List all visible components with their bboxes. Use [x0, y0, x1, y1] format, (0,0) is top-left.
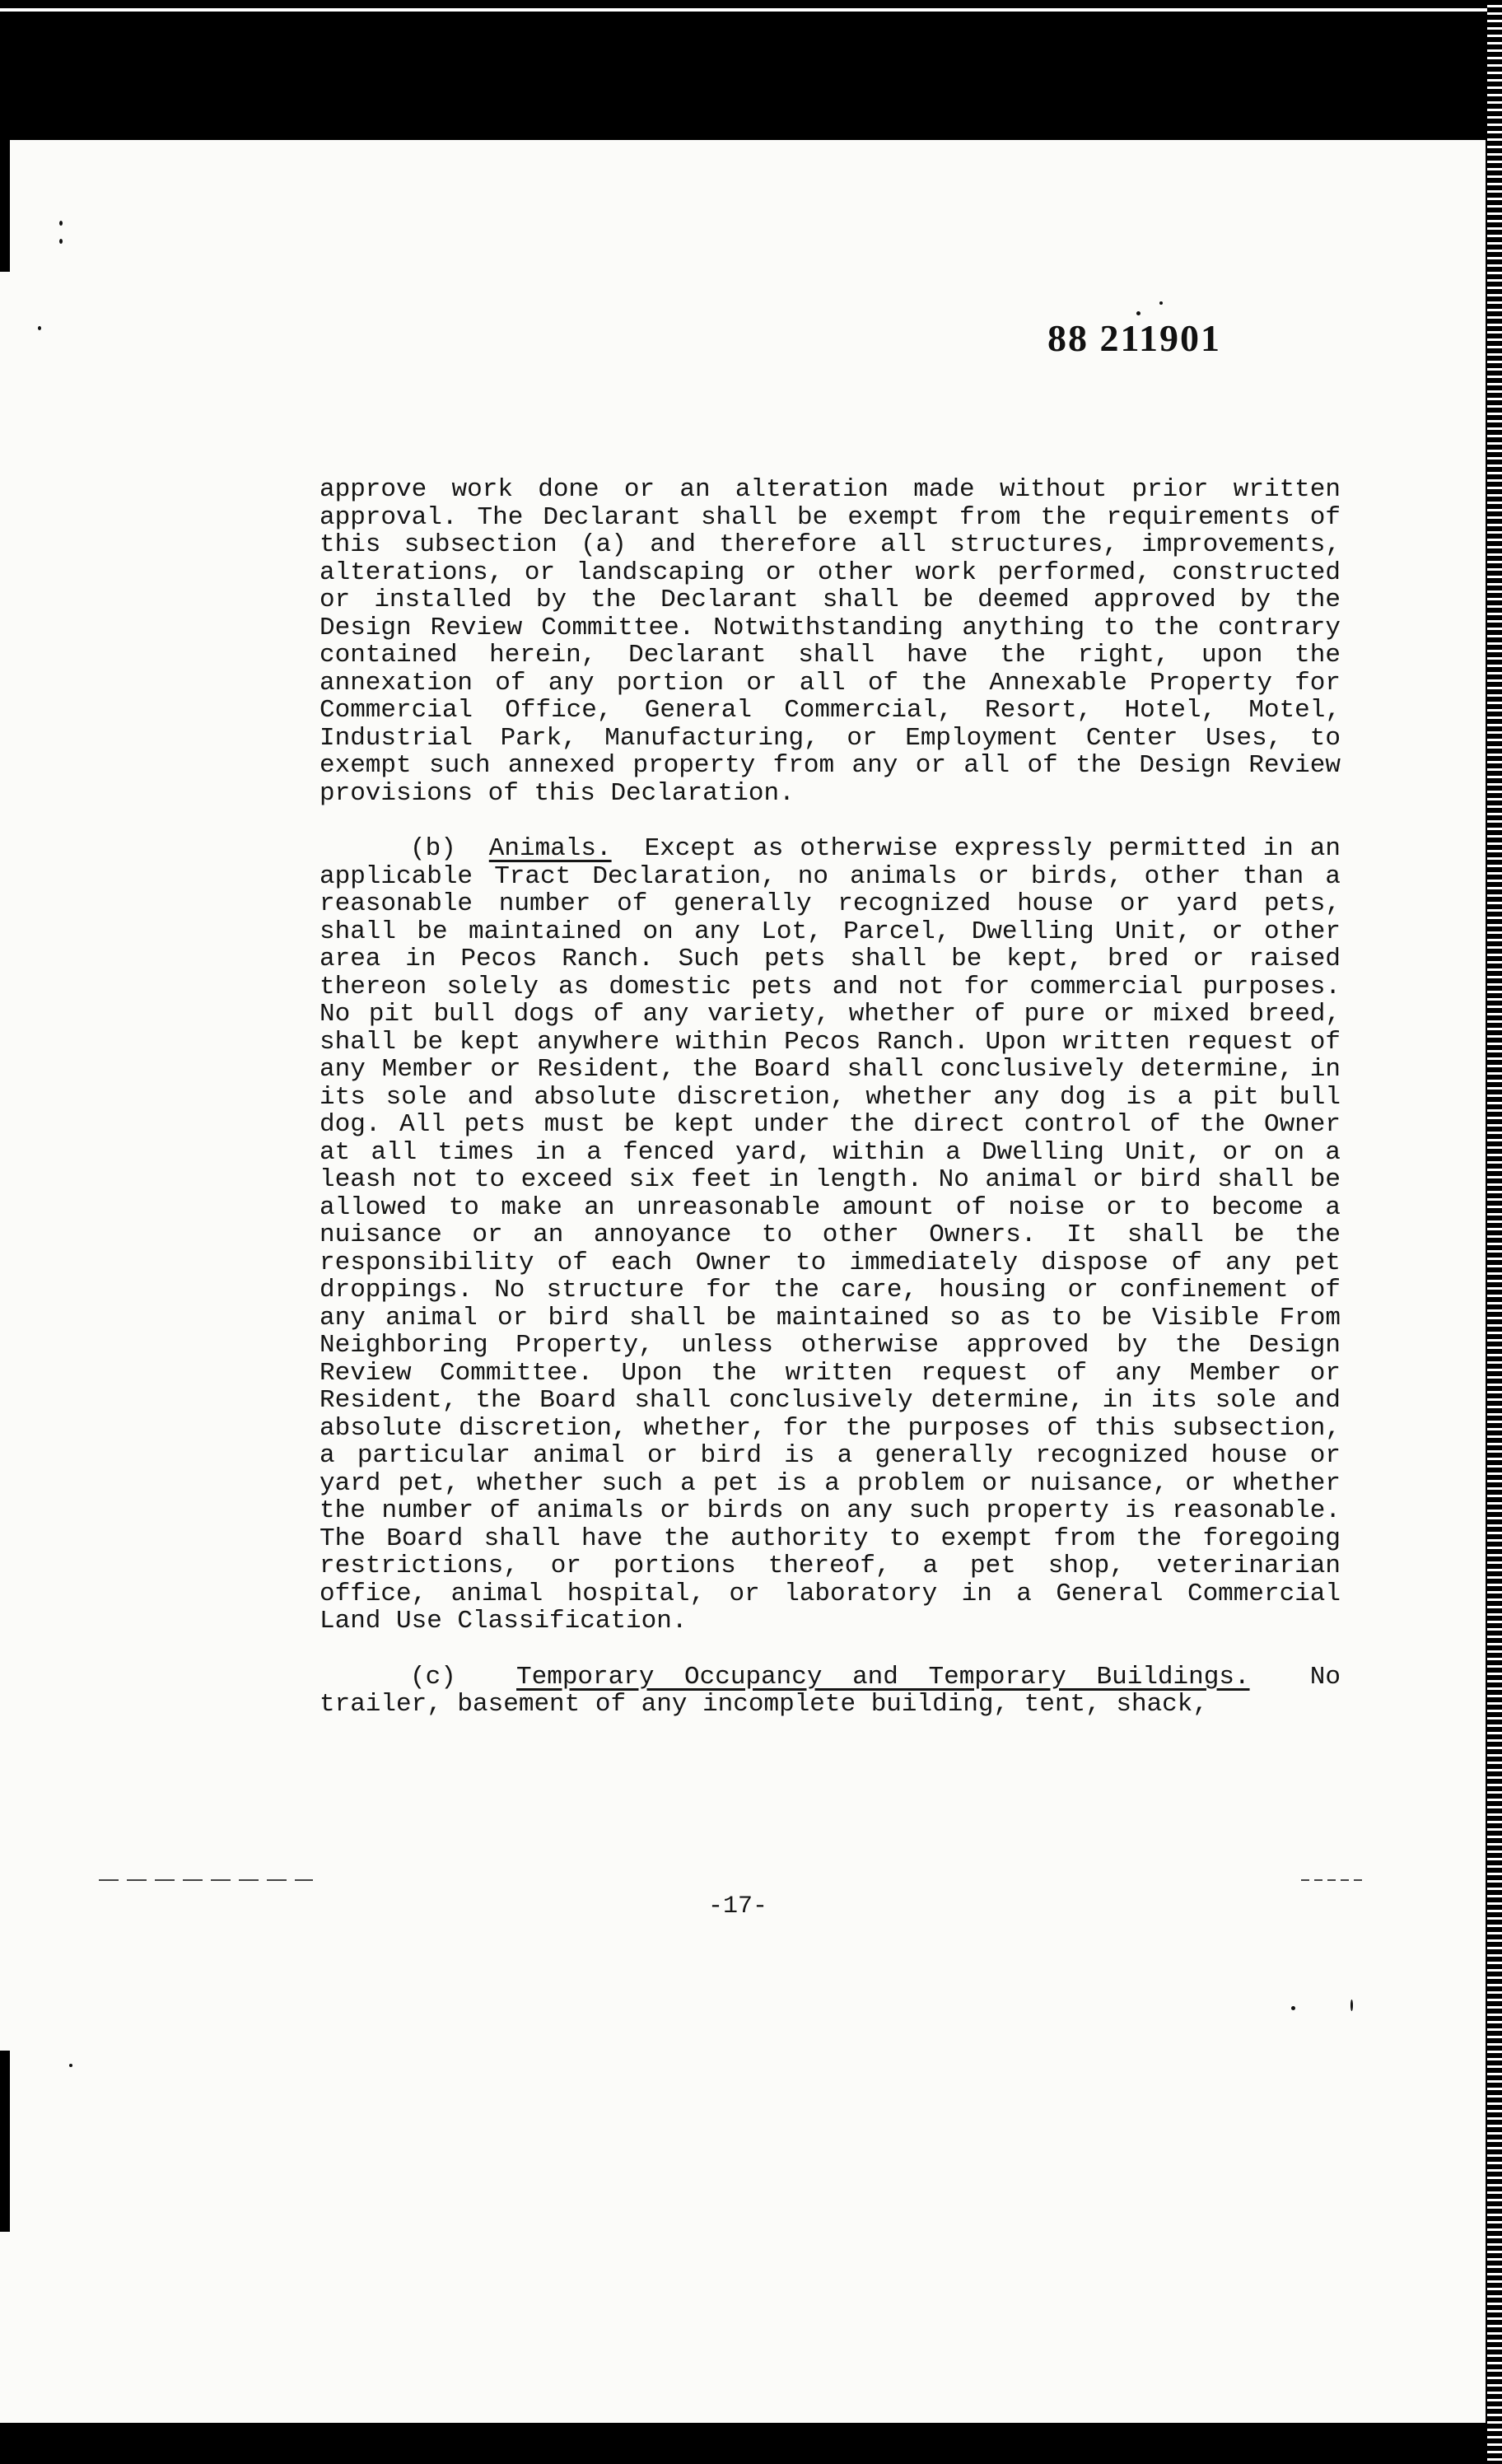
scan-speck	[38, 326, 41, 330]
scan-dash-line	[1301, 1879, 1367, 1881]
section-text: Except as otherwise expressly permitted in an applicable Tract Declaration, no animals or birds, other than a reasonable number of generally recognized house or yard pets, shall be maintained on any Lot, Parcel, Dwelling Unit, or other area in Pecos Ranch. Such pets shall be kept, bred or raised thereon solely as domestic pets and not for commercial purposes. No pit bull dogs of any variety, whether of pure or mixed breed, shall be kept anywhere within Pecos Ranch. Upon written request of any Member or Resident, the Board shall conclusively determine, in its sole and absolute discretion, whether any dog is a pit bull dog. All pets must be kept under the direct control of the Owner at all times in a fenced yard, within a Dwelling Unit, or on a leash not to exceed six feet in length. No animal or bird shall be allowed to make an unreasonable amount of noise or to become a nuisance or an annoyance to other Owners. It shall be the responsibility of each Owner to immediately dispose of any pet droppings. No structure for the care, housing or confinement of any animal or bird shall be maintained so as to be Visible From Neighboring Property, unless otherwise approved by the Design Review Committee. Upon the written request of any Member or Resident, the Board shall conclusively determine, in its sole and absolute discretion, whether, for the purposes of this subsection, a particular animal or bird is a generally recognized house or yard pet, whether such a pet is a problem or nuisance, or whether the number of animals or birds on any such property is reasonable. The Board shall have the authority to exempt from the foregoing restrictions, or portions thereof, a pet shop, veterinarian office, animal hospital, or laboratory in a General Commercial Land Use Classification.	[320, 834, 1341, 1636]
section-temporary-occupancy	[320, 1664, 1341, 1719]
page-number: -17-	[708, 1892, 768, 1920]
scan-speck	[1136, 311, 1140, 315]
scan-dash-line	[99, 1879, 313, 1881]
section-text: No trailer, basement of any incomplete building, tent, shack,	[320, 1662, 1341, 1719]
section-heading: Animals.	[488, 834, 612, 863]
scan-speck	[1159, 301, 1163, 305]
scan-speck	[1350, 2000, 1353, 2011]
scan-speck	[1291, 2006, 1295, 2010]
recording-number: 88 211901	[1047, 317, 1221, 359]
scan-right-edge	[1487, 0, 1502, 2464]
section-animals	[320, 835, 1341, 1636]
continued-paragraph: approve work done or an alteration made without prior written approval. The Declarant shall be exempt from the requirements of this subsection (a) and therefore all structures, improvements, alterations, or landscaping or other work performed, constructed or installed by the Declarant shall be deemed approved by the Design Review Committee. Notwithstanding anything to the contrary contained herein, Declarant shall have the right, upon the annexation of any portion or all of the Annexable Property for Commercial Office, General Commercial, Resort, Hotel, Motel, Industrial Park, Manufacturing, or Employment Center Uses, to exempt such annexed property from any or all of the Design Review provisions of this Declaration.	[320, 475, 1341, 808]
document-body	[320, 476, 1341, 1719]
scan-top-rule	[0, 8, 1502, 12]
scan-speck	[59, 239, 63, 244]
scan-left-mark	[0, 2051, 10, 2232]
scan-left-mark	[0, 140, 10, 272]
scan-top-border	[0, 0, 1502, 145]
scan-speck	[59, 221, 63, 226]
section-marker: (b)	[410, 834, 456, 863]
section-heading: Temporary Occupancy and Temporary Buildings.	[516, 1662, 1250, 1692]
scan-speck	[69, 2064, 72, 2067]
section-marker: (c)	[410, 1662, 456, 1692]
